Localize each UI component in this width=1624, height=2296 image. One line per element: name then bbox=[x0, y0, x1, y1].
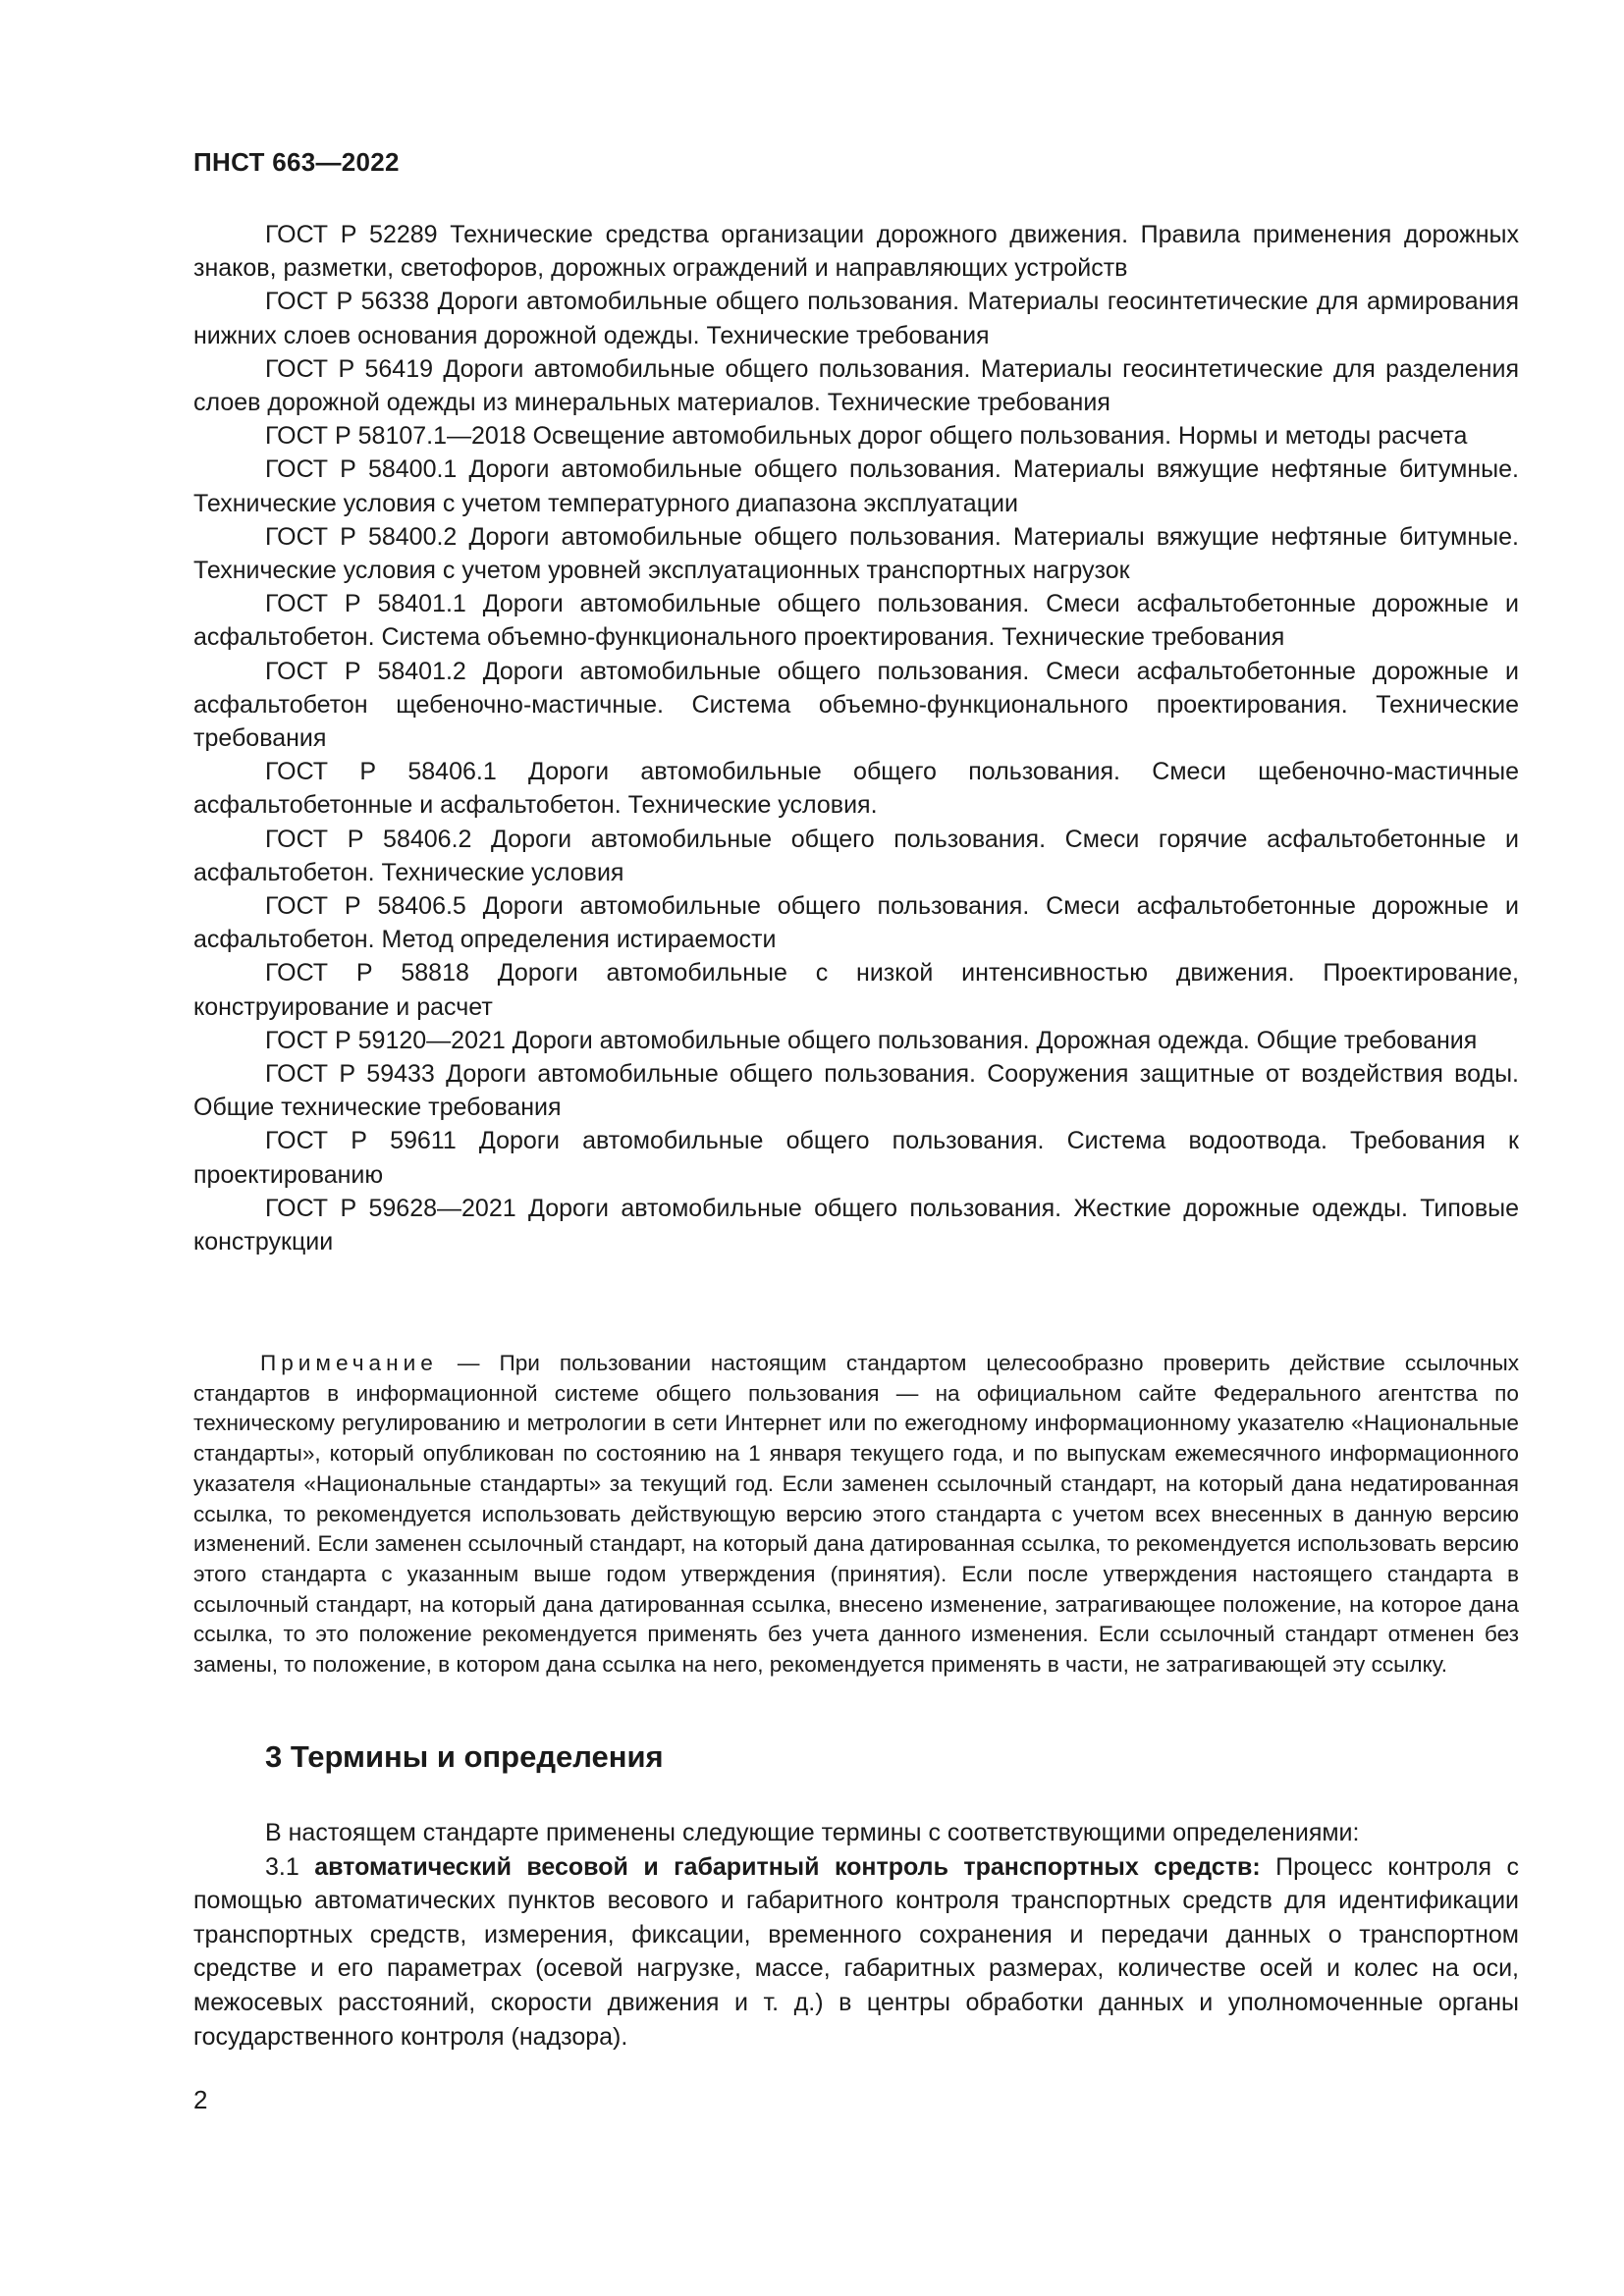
term-number: 3.1 bbox=[265, 1852, 315, 1881]
term-definition-text: Процесс контроля с помощью автоматических пунктов весового и габаритного контроля транспортных средств для идентификации транспортных средств, измерения, фиксации, временного сохранения и передачи данных о транспортном средстве и его параметрах (осевой нагрузке, массе, габаритных размерах, количестве осей и колес на оси, межосевых расстояний, скорости движения и т. д.) в центры обработки данных и уполномоченные органы государственного контроля (надзора). bbox=[193, 1852, 1519, 2051]
terms-section bbox=[193, 1816, 1519, 2054]
reference-item: ГОСТ Р 56338 Дороги автомобильные общего пользования. Материалы геосинтетические для армирования нижних слоев основания дорожной одежды. Технические требования bbox=[193, 288, 1519, 349]
reference-item: ГОСТ Р 58107.1—2018 Освещение автомобильных дорог общего пользования. Нормы и методы расчета bbox=[265, 422, 1468, 451]
reference-item: ГОСТ Р 58406.1 Дороги автомобильные общего пользования. Смеси щебеночно-мастичные асфальтобетонные и асфальтобетон. Технические условия. bbox=[193, 758, 1519, 820]
reference-item: ГОСТ Р 58401.2 Дороги автомобильные общего пользования. Смеси асфальтобетонные дорожные и асфальтобетон щебеночно-мастичные. Система объемно-функционального проектирования. Технические требования bbox=[193, 657, 1519, 753]
reference-item: ГОСТ Р 58401.1 Дороги автомобильные общего пользования. Смеси асфальтобетонные дорожные и асфальтобетон. Система объемно-функционального проектирования. Технические требования bbox=[193, 590, 1519, 652]
note-paragraph bbox=[193, 1349, 1519, 1681]
term-title: автоматический весовой и габаритный контроль транспортных средств: bbox=[314, 1852, 1261, 1881]
document-header: ПНСТ 663—2022 bbox=[193, 147, 400, 177]
page-number: 2 bbox=[193, 2085, 208, 2114]
note-text: — При пользовании настоящим стандартом целесообразно проверить действие ссылочных стандартов в информационной системе общего пользования — на официальном сайте Федерального агентства по техническому регулированию и метрологии в сети Интернет или по ежегодному информационному указателю «Национальные стандарты», который опубликован по состоянию на 1 января текущего года, и по выпускам ежемесячного информационного указателя «Национальные стандарты» за текущий год. Если заменен ссылочный стандарт, на который дана недатированная ссылка, то рекомендуется использовать действующую версию этого стандарта с учетом всех внесенных в данную версию изменений. Если заменен ссылочный стандарт, на который дана датированная ссылка, то рекомендуется использовать версию этого стандарта с указанным выше годом утверждения (принятия). Если после утверждения настоящего стандарта в ссылочный стандарт, на который дана датированная ссылка, внесено изменение, затрагивающее положение, на которое дана ссылка, то это положение рекомендуется применять без учета данного изменения. Если ссылочный стандарт отменен без замены, то положение, в котором дана ссылка на него, рекомендуется применять в части, не затрагивающей эту ссылку. bbox=[193, 1351, 1519, 1678]
section-heading: 3 Термины и определения bbox=[265, 1739, 664, 1774]
reference-item: ГОСТ Р 56419 Дороги автомобильные общего пользования. Материалы геосинтетические для разделения слоев дорожной одежды из минеральных материалов. Технические требования bbox=[193, 354, 1519, 417]
reference-item: ГОСТ Р 58406.5 Дороги автомобильные общего пользования. Смеси асфальтобетонные дорожные и асфальтобетон. Метод определения истираемости bbox=[193, 892, 1519, 954]
note-label: Примечание bbox=[260, 1351, 438, 1375]
terms-intro: В настоящем стандарте применены следующие термины с соответствующими определениями: bbox=[265, 1819, 1360, 1846]
reference-item: ГОСТ Р 58406.2 Дороги автомобильные общего пользования. Смеси горячие асфальтобетонные и асфальтобетон. Технические условия bbox=[193, 825, 1519, 886]
reference-item: ГОСТ Р 52289 Технические средства организации дорожного движения. Правила применения дорожных знаков, разметки, светофоров, дорожных ограждений и направляющих устройств bbox=[193, 221, 1519, 283]
note-block bbox=[193, 1349, 1519, 1681]
reference-item: ГОСТ Р 58400.2 Дороги автомобильные общего пользования. Материалы вяжущие нефтяные битумные. Технические условия с учетом уровней эксплуатационных транспортных нагрузок bbox=[193, 522, 1519, 585]
reference-item: ГОСТ Р 59611 Дороги автомобильные общего пользования. Система водоотвода. Требования к проектированию bbox=[193, 1127, 1519, 1189]
reference-item: ГОСТ Р 59433 Дороги автомобильные общего пользования. Сооружения защитные от воздействия воды. Общие технические требования bbox=[193, 1060, 1519, 1122]
term-definition bbox=[193, 1850, 1519, 2055]
reference-item: ГОСТ Р 59120—2021 Дороги автомобильные общего пользования. Дорожная одежда. Общие требования bbox=[265, 1026, 1478, 1054]
reference-item: ГОСТ Р 58400.1 Дороги автомобильные общего пользования. Материалы вяжущие нефтяные битумные. Технические условия с учетом температурного диапазона эксплуатации bbox=[193, 455, 1519, 517]
normative-references-list bbox=[193, 218, 1519, 1258]
reference-item: ГОСТ Р 59628—2021 Дороги автомобильные общего пользования. Жесткие дорожные одежды. Типовые конструкции bbox=[193, 1194, 1519, 1256]
reference-item: ГОСТ Р 58818 Дороги автомобильные с низкой интенсивностью движения. Проектирование, конструирование и расчет bbox=[193, 959, 1519, 1021]
